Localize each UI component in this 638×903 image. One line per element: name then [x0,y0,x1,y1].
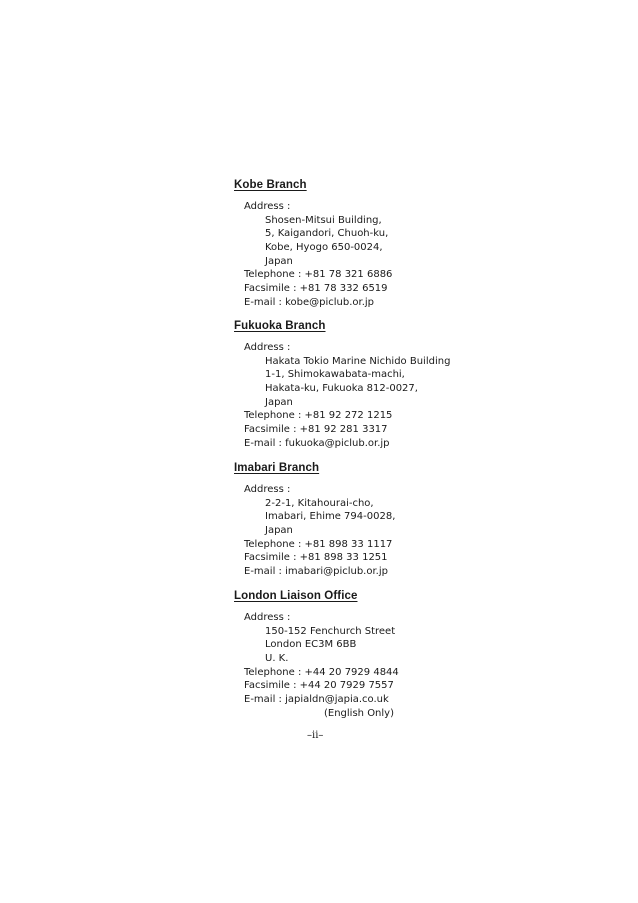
address-line: Shosen-Mitsui Building, [265,214,382,226]
email-line: E-mail : fukuoka@piclub.or.jp [244,437,390,449]
address-label: Address : [244,484,291,495]
fukuoka-branch-section [234,319,564,451]
telephone-line: Telephone : +81 92 272 1215 [244,410,393,422]
address-line: Imabari, Ehime 794-0028, [265,511,396,523]
section-title: Fukuoka Branch [234,320,326,332]
imabari-branch-section [234,461,564,579]
facsimile-line: Facsimile : +81 898 33 1251 [244,552,388,564]
section-title: Imabari Branch [234,462,320,474]
section-title: Kobe Branch [234,179,307,191]
language-note: (English Only) [324,707,394,719]
address-line: U. K. [265,653,289,665]
email-line: E-mail : japialdn@japia.co.uk [244,694,389,706]
address-line: 5, Kaigandori, Chuoh-ku, [265,228,389,240]
address-line: Hakata Tokio Marine Nichido Building [265,355,451,367]
facsimile-line: Facsimile : +81 78 332 6519 [244,283,388,295]
address-line: Japan [265,255,293,267]
address-line: 1-1, Shimokawabata-machi, [265,369,405,381]
address-line: 150-152 Fenchurch Street [265,625,396,637]
telephone-line: Telephone : +81 898 33 1117 [244,538,393,550]
facsimile-line: Facsimile : +81 92 281 3317 [244,424,388,436]
facsimile-line: Facsimile : +44 20 7929 7557 [244,680,394,692]
address-line: 2-2-1, Kitahourai-cho, [265,497,374,509]
kobe-branch-section [234,178,564,310]
london-office-section [234,589,564,721]
address-label: Address : [244,201,291,212]
section-title: London Liaison Office [234,590,358,602]
address-line: London EC3M 6BB [265,639,357,651]
address-label: Address : [244,342,291,353]
email-line: E-mail : imabari@piclub.or.jp [244,566,388,578]
page-number: –ii– [307,730,324,741]
address-line: Hakata-ku, Fukuoka 812-0027, [265,383,418,395]
address-line: Japan [265,525,293,537]
telephone-line: Telephone : +81 78 321 6886 [244,269,393,281]
address-label: Address : [244,612,291,623]
address-line: Japan [265,396,293,408]
address-line: Kobe, Hyogo 650-0024, [265,242,383,254]
telephone-line: Telephone : +44 20 7929 4844 [244,666,399,678]
email-line: E-mail : kobe@piclub.or.jp [244,296,375,308]
